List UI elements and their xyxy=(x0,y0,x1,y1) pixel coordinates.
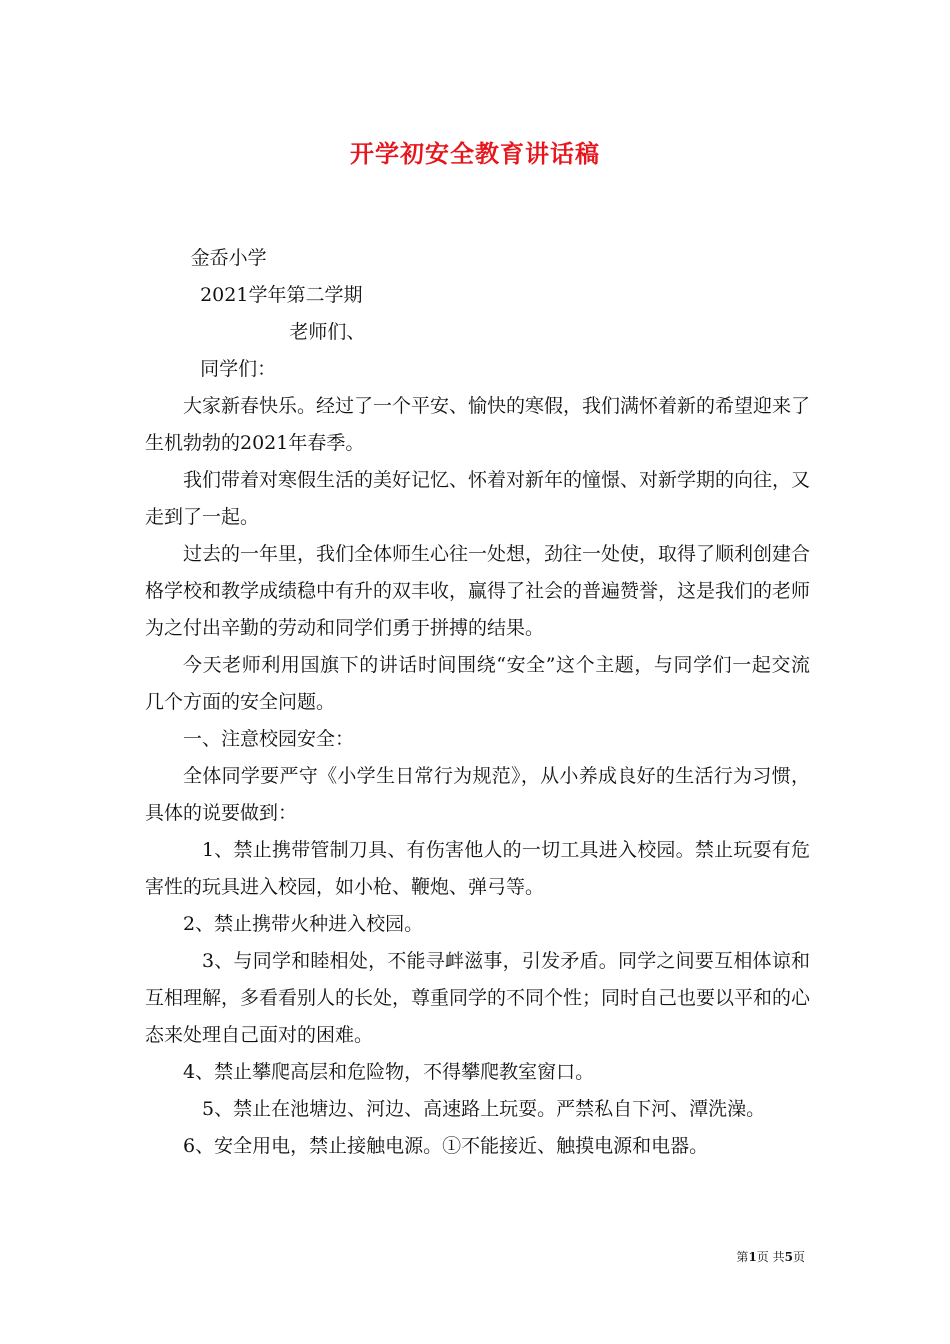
total-page-number: 5 xyxy=(784,1250,793,1264)
paragraph: 全体同学要严守《小学生日常行为规范》，从小养成良好的生活行为习惯，具体的说要做到： xyxy=(145,765,810,824)
paragraph: 今天老师利用国旗下的讲话时间围绕“安全”这个主题，与同学们一起交流几个方面的安全问题。 xyxy=(145,654,810,713)
current-page-number: 1 xyxy=(748,1250,757,1264)
school-name: 金岙小学 xyxy=(190,247,267,269)
paragraph: 我们带着对寒假生活的美好记忆、怀着对新年的憧憬、对新学期的向往，又走到了一起。 xyxy=(145,469,811,528)
greeting-students: 同学们： xyxy=(200,358,277,380)
list-item: 2、禁止携带火种进入校园。 xyxy=(183,913,424,935)
list-item: 5、禁止在池塘边、河边、高速路上玩耍。严禁私自下河、潭洗澡。 xyxy=(202,1098,766,1120)
list-item: 3、与同学和睦相处，不能寻衅滋事，引发矛盾。同学之间要互相体谅和互相理解，多看看别人的长处，尊重同学的不同个性；同时自己也要以平和的心态来处理自己面对的困难。 xyxy=(145,950,811,1046)
list-item: 4、禁止攀爬高层和危险物，不得攀爬教室窗口。 xyxy=(183,1061,595,1083)
list-item: 6、安全用电，禁止接触电源。①不能接近、触摸电源和电器。 xyxy=(183,1135,709,1157)
paragraph: 大家新春快乐。经过了一个平安、愉快的寒假，我们满怀着新的希望迎来了生机勃勃的2021年春季。 xyxy=(145,395,811,454)
page-footer xyxy=(736,1248,805,1265)
list-item: 1、禁止携带管制刀具、有伤害他人的一切工具进入校园。禁止玩耍有危害性的玩具进入校园，如小枪、鞭炮、弹弓等。 xyxy=(145,839,810,898)
footer-prefix: 第 xyxy=(736,1250,749,1264)
greeting-teachers: 老师们、 xyxy=(289,321,366,343)
term-line: 2021学年第二学期 xyxy=(200,284,363,306)
footer-suffix: 页 xyxy=(792,1250,805,1264)
document-body xyxy=(145,240,810,1165)
section-heading: 一、注意校园安全： xyxy=(183,728,355,750)
document-title: 开学初安全教育讲话稿 xyxy=(350,139,600,168)
paragraph: 过去的一年里，我们全体师生心往一处想，劲往一处使，取得了顺利创建合格学校和教学成绩稳中有升的双丰收，赢得了社会的普遍赞誉，这是我们的老师为之付出辛勤的劳动和同学们勇于拼搏的结果。 xyxy=(145,543,811,639)
footer-middle: 页 共 xyxy=(756,1250,785,1264)
